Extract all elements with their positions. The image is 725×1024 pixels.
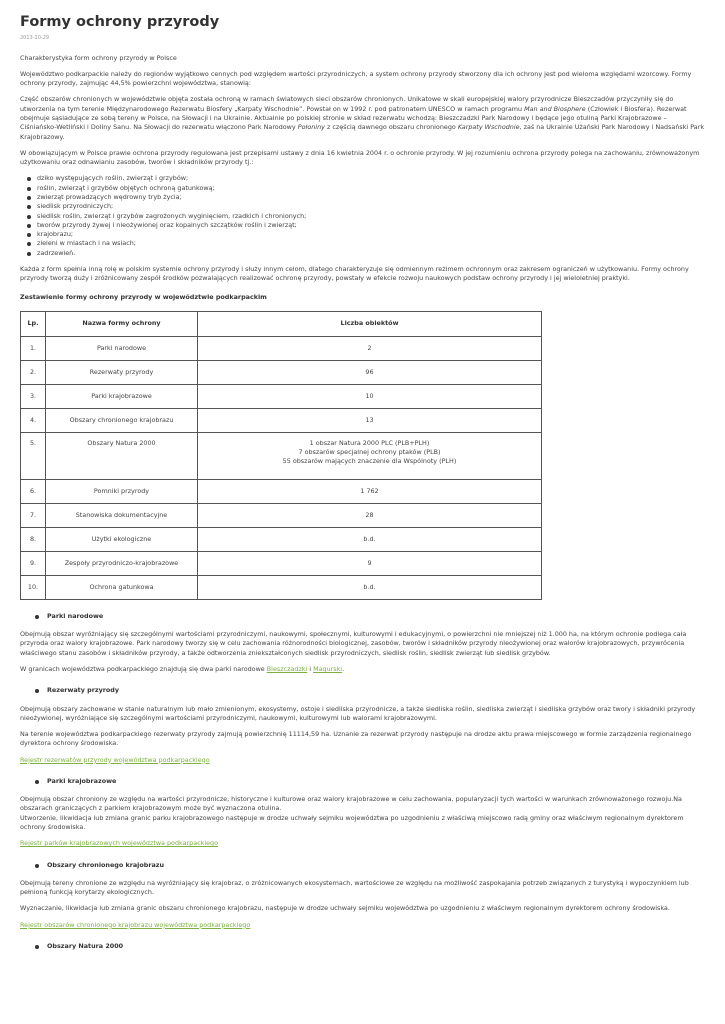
- paragraph-1: Województwo podkarpackie należy do regionów wyjątkowo cennych pod względem wartości przyrodniczych, a system ochrony przyrody stworzony dla ich ochrony jest pod wieloma względami wzorcowy. Formy ochrony przyrody, zajmując 44,5% powierzchni województwa, stanowią:: [20, 69, 692, 88]
- cell-lp: 2.: [21, 360, 46, 384]
- cell-name: Obszary Natura 2000: [46, 432, 198, 479]
- link-protected-landscape-register[interactable]: Rejestr obszarów chronionego krajobrazu województwa podkarpackiego: [20, 920, 251, 929]
- cell-name: Obszary chronionego krajobrazu: [46, 408, 198, 432]
- table-row: [21, 360, 542, 384]
- cell-count: 2: [198, 336, 542, 360]
- cell-lp: 5.: [21, 432, 46, 479]
- cell-name: Rezerwaty przyrody: [46, 360, 198, 384]
- landscape-parks-paragraph: Obejmują obszar chroniony ze względu na wartości przyrodnicze, historyczne i kulturowe oraz walory krajobrazowe w celu zachowania, popularyzacji tych wartości w warunkach zrównoważonego rozwoju.Na obszarach graniczących z parkiem krajobrazowym może być wyznaczona otulina. Utworzenie, likwidacja lub zmiana granic parku krajobrazowego następuje w drodze uchwały sejmiku województwa po uzgodnieniu z właściwą miejscowo radą gminy oraz właściwym regionalnym dyrektorem ochrony środowiska.: [20, 795, 684, 832]
- list-item: siedlisk przyrodniczych;: [37, 202, 705, 211]
- cell-lp: 4.: [21, 408, 46, 432]
- nature-reserves-paragraph-2: Na terenie województwa podkarpackiego rezerwaty przyrody zajmują powierzchnię 11114,59 ha. Uznanie za rezerwat przyrody następuje na drodze aktu prawa miejscowego w formie zarządzenia regionalnego dyrektora ochrony środowiska.: [20, 730, 692, 748]
- table-header-row: [21, 311, 542, 336]
- cell-name: Parki narodowe: [46, 336, 198, 360]
- cell-count: 9: [198, 551, 542, 575]
- cell-name: Parki krajobrazowe: [46, 384, 198, 408]
- table-row: [21, 551, 542, 575]
- table-row: [21, 384, 542, 408]
- cell-name: Zespoły przyrodniczo-krajobrazowe: [46, 551, 198, 575]
- cell-count: 96: [198, 360, 542, 384]
- list-item: zwierząt prowadzących wędrowny tryb życia;: [37, 193, 705, 202]
- table-row: [21, 575, 542, 599]
- list-item: tworów przyrody żywej i nieożywionej oraz kopalnych szczątków roślin i zwierząt;: [37, 221, 705, 230]
- page-title: Formy ochrony przyrody: [20, 14, 220, 30]
- cell-name: Ochrona gatunkowa: [46, 575, 198, 599]
- cell-count: 1 762: [198, 479, 542, 503]
- list-item: dziko występujących roślin, zwierząt i grzybów;: [37, 174, 705, 183]
- section-heading-nature-reserves: Rezerwaty przyrody: [20, 686, 705, 695]
- publish-date: 2013-10-29: [20, 35, 50, 42]
- cell-count: 28: [198, 503, 542, 527]
- cell-lp: 10.: [21, 575, 46, 599]
- link-magurski[interactable]: Magurski: [313, 664, 343, 673]
- header-lp: Lp.: [21, 311, 46, 336]
- list-item: roślin, zwierząt i grzybów objętych ochroną gatunkową;: [37, 184, 705, 193]
- section-heading-protected-landscape: Obszary chronionego krajobrazu: [20, 861, 705, 870]
- cell-lp: 1.: [21, 336, 46, 360]
- cell-count: 10: [198, 384, 542, 408]
- protection-subjects-list: [20, 174, 705, 258]
- cell-lp: 6.: [21, 479, 46, 503]
- list-item: zadrzewień.: [37, 249, 705, 258]
- protected-landscape-paragraph-2: Wyznaczanie, likwidacja lub zmiana granic obszaru chronionego krajobrazu, następuje w drodze uchwały sejmiku województwa po uzgodnieniu z właściwym regionalnym dyrektorem ochrony środowiska.: [20, 904, 670, 913]
- cell-count: 13: [198, 408, 542, 432]
- link-bieszczadzki[interactable]: Bieszczadzki: [266, 664, 308, 673]
- section-heading-natura-2000: Obszary Natura 2000: [20, 942, 705, 951]
- cell-lp: 7.: [21, 503, 46, 527]
- table-row: [21, 479, 542, 503]
- intro-heading: Charakterystyka form ochrony przyrody w Polsce: [20, 53, 177, 62]
- section-heading-landscape-parks: Parki krajobrazowe: [20, 777, 705, 786]
- paragraph-4: Każda z form spełnia inną rolę w polskim systemie ochrony przyrody i służy innym celom, dlatego charakteryzuje się odmiennym reżimem ochronnym oraz zakresem ograniczeń w użytkowaniu. Formy ochrony przyrody tworzą duży i zróżnicowany zespół środków pozwalających realizować ochronę przyrody, powstały w efekcie rozwoju naukowych podstaw ochrony przyrody i jej wieloletniej praktyki.: [20, 264, 689, 283]
- link-landscape-parks-register[interactable]: Rejestr parków krajobrazowych województwa podkarpackiego: [20, 839, 219, 848]
- cell-name: Użytki ekologiczne: [46, 527, 198, 551]
- protected-landscape-paragraph-1: Obejmują tereny chronione ze względu na wyróżniający się krajobraz, o zróżnicowanych ekosystemach, wartościowe ze względu na możliwość zaspokajania potrzeb związanych z turystyką i wypoczynkiem lub pełnioną funkcją korytarzy ekologicznych.: [20, 878, 689, 897]
- cell-count: 1 obszar Natura 2000 PLC (PLB+PLH) 7 obszarów specjalnej ochrony ptaków (PLB) 55 obszarów mających znaczenie dla Wspólnoty (PLH): [198, 432, 542, 479]
- cell-lp: 9.: [21, 551, 46, 575]
- link-nature-reserves-register[interactable]: Rejestr rezerwatów przyrody województwa podkarpackiego: [20, 755, 210, 764]
- paragraph-2: Część obszarów chronionych w województwie objęta została ochroną w ramach światowych sieci obszarów chronionych. Unikatowe w skali europejskiej walory przyrodnicze Bieszczadów przyczyniły się do utworzenia na tym terenie Międzynarodowego Rezerwatu Biosfery „Karpaty Wschodnie”. Powstał on w 1992 r. pod patronatem UNESCO w ramach programu Man and Biosphere (Człowiek i Biosfera). Rezerwat obejmuje sąsiadujące ze sobą tereny w Polsce, na Słowacji i na Ukrainie. Aktualnie po polskiej stronie w skład rezerwatu wchodzą: Bieszczadzki Park Narodowy i będące jego otuliną Parki Krajobrazowe – Ciśniańsko-Wetliński i Doliny Sanu. Na Słowacji do rezerwatu włączono Park Narodowy Połoniny z częścią dawnego obszaru chronionego Karpaty Wschodnie, zaś na Ukrainie Użański Park Narodowy i Nadsański Park Krajobrazowy.: [20, 95, 705, 141]
- header-name: Nazwa formy ochrony: [46, 311, 198, 336]
- table-row: [21, 336, 542, 360]
- nature-reserves-paragraph-1: Obejmują obszary zachowane w stanie naturalnym lub mało zmienionym, ekosystemy, ostoje i siedliska przyrodnicze, a także siedliska roślin, siedliska zwierząt i siedliska grzybów oraz twory i składniki przyrody nieożywionej, wyróżniające się szczególnymi wartościami przyrodniczymi, naukowymi, kulturowymi lub walorami krajobrazowymi.: [20, 704, 696, 722]
- table-row: [21, 408, 542, 432]
- list-item: krajobrazu;: [37, 230, 705, 239]
- section-heading-national-parks: Parki narodowe: [20, 612, 705, 621]
- cell-lp: 8.: [21, 527, 46, 551]
- list-item: zieleni w miastach i na wsiach;: [37, 239, 705, 248]
- protection-forms-table: [20, 311, 542, 600]
- national-parks-links-paragraph: W granicach województwa podkarpackiego znajdują się dwa parki narodowe Bieszczadzki i Magurski.: [20, 664, 345, 673]
- national-parks-paragraph: Obejmują obszar wyróżniający się szczególnymi wartościami przyrodniczymi, naukowymi, społecznymi, kulturowymi i edukacyjnymi, o powierzchni nie mniejszej niż 1.000 ha, na którym ochronie podlega cała przyroda oraz walory krajobrazowe. Park narodowy tworzy się w celu zachowania różnorodności biologicznej, zasobów, tworów i składników przyrody nieożywionej oraz walorów krajobrazowych, przywrócenia właściwego stanu zasobów i składników przyrody, a także odtworzenia zniekształconych siedlisk przyrodniczych, siedlisk roślin, siedlisk zwierząt lub siedlisk grzybów.: [20, 630, 687, 657]
- table-row: [21, 503, 542, 527]
- table-caption: Zestawienie formy ochrony przyrody w województwie podkarpackim: [20, 292, 267, 301]
- paragraph-3: W obowiązującym w Polsce prawie ochrona przyrody regulowana jest przepisami ustawy z dnia 16 kwietnia 2004 r. o ochronie przyrody. W jej rozumieniu ochrona przyrody polega na zachowaniu, zrównoważonym użytkowaniu oraz odnawianiu zasobów, tworów i składników przyrody tj.:: [20, 148, 700, 167]
- cell-count: b.d.: [198, 527, 542, 551]
- cell-name: Pomniki przyrody: [46, 479, 198, 503]
- table-row: [21, 527, 542, 551]
- cell-lp: 3.: [21, 384, 46, 408]
- table-row: [21, 432, 542, 479]
- header-count: Liczba obiektów: [198, 311, 542, 336]
- cell-count: b.d.: [198, 575, 542, 599]
- list-item: siedlisk roślin, zwierząt i grzybów zagrożonych wyginięciem, rzadkich i chronionych;: [37, 212, 705, 221]
- cell-name: Stanowiska dokumentacyjne: [46, 503, 198, 527]
